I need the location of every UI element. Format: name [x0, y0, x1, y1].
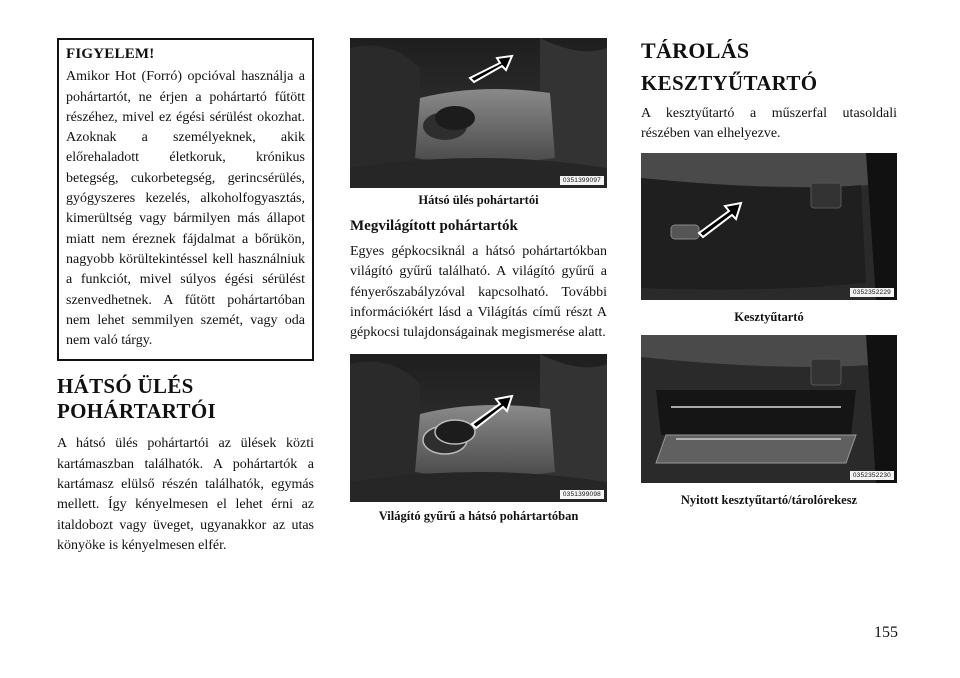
warning-text: Amikor Hot (Forró) opcióval használja a pohártartót, ne érjen a pohártartó fűtött részéhez, mivel ez égési sérülést okozhat. Azoknak a személyeknek, akik előrehaladott életkoruk, krónikus betegség, cukorbetegség, gerincsérülés, gyógyszeres kezelés, alkoholfogyasztás, kimerültség vagy bármilyen más állapot miatt nem éreznek fájdalmat a bőrükön, nagyobb körültekintéssel kell használniuk a funkciót, mivel súlyos égési sérülést szenvedhetnek. A fűtött pohártartóban nem lehet semmilyen szemét, vagy oda nem való tárgy. [66, 69, 305, 349]
lit-ring-photo [350, 354, 607, 502]
heading-line-2: POHÁRTARTÓI [57, 399, 216, 424]
rear-cupholders-text: A hátsó ülés pohártartói az ülések közti kartámaszban találhatók. A pohártartók a kartámasz elülső részén találhatók, egymás mellett. Így kényelmesen el lehet érni az italdobozt vagy üveget, ugyanakkor az utas könyöke is kényelmesen elfér. [57, 436, 314, 553]
figure-code: 0351399098 [560, 490, 604, 499]
figure-rear-cupholder [350, 38, 607, 188]
storage-heading: TÁROLÁS [641, 38, 750, 63]
figure-caption: Kesztyűtartó [734, 309, 804, 324]
glovebox-closed-photo [641, 153, 897, 300]
figure-caption: Világító gyűrű a hátsó pohártartóban [378, 509, 579, 524]
figure-caption: Nyitott kesztyűtartó/tárolórekesz [680, 492, 858, 507]
rear-cupholder-photo [350, 38, 607, 188]
heading-line-1: HÁTSÓ ÜLÉS [57, 374, 194, 399]
rear-cupholders-heading [57, 374, 314, 424]
column-middle [350, 38, 607, 524]
glovebox-open-photo [641, 335, 897, 483]
figure-lit-ring [350, 354, 607, 502]
figure-caption: Hátsó ülés pohártartói [418, 193, 539, 207]
column-left [57, 38, 314, 556]
figure-code: 0351399097 [560, 176, 604, 185]
page-number: 155 [874, 624, 898, 641]
glovebox-text: A kesztyűtartó a műszerfal utasoldali részében van elhelyezve. [641, 106, 897, 142]
figure-glovebox-open [641, 335, 897, 483]
glovebox-heading: KESZTYŰTARTÓ [641, 71, 818, 95]
figure-code: 0352352229 [850, 288, 894, 297]
figure-glovebox-closed [641, 153, 897, 300]
column-right [641, 38, 897, 508]
warning-title: FIGYELEM! [66, 46, 155, 62]
warning-box [57, 38, 314, 361]
lit-cupholders-heading: Megvilágított pohártartók [350, 218, 518, 234]
figure-code: 0352352230 [850, 471, 894, 480]
lit-cupholders-text: Egyes gépkocsiknál a hátsó pohártartókban világító gyűrű található. A világító gyűrű a fényerőszabályzóval kapcsolható. További információkért lásd a Világítás című részt A gépkocsi tulajdonságainak megismerése alatt. [350, 244, 607, 341]
